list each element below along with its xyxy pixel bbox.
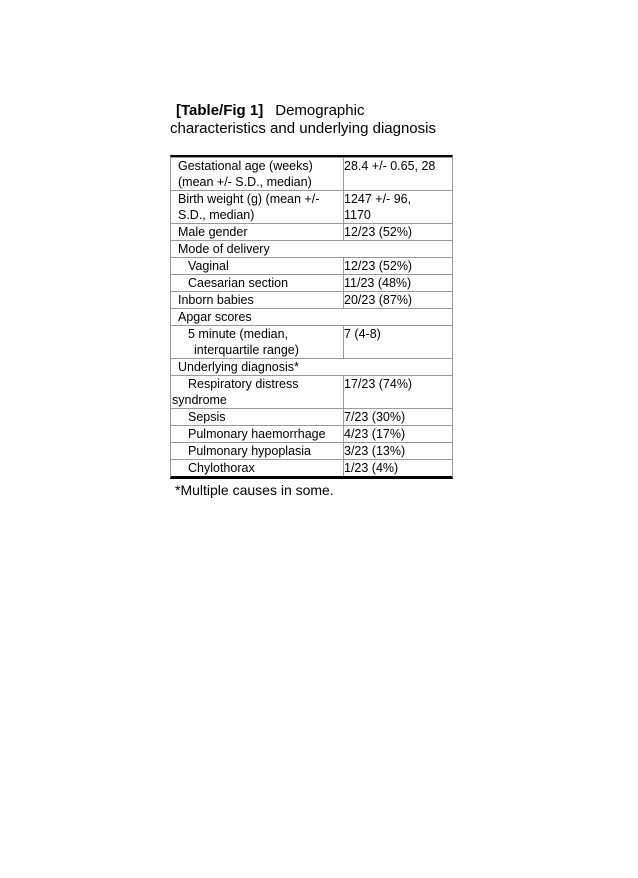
table-row: [171, 460, 452, 477]
label-line: Caesarian section: [188, 276, 289, 290]
label-line: Mode of delivery: [178, 242, 270, 256]
row-value-cell: [344, 409, 453, 426]
row-label-cell: [171, 275, 344, 292]
row-label-cell: [171, 426, 344, 443]
value-line: 17/23 (74%): [344, 377, 413, 391]
section-header-cell: [171, 359, 452, 376]
label-line: Underlying diagnosis*: [178, 360, 299, 374]
value-line: 7 (4-8): [344, 327, 381, 341]
table-row: [171, 326, 452, 359]
row-label-cell: [171, 460, 344, 477]
table-row: [171, 224, 452, 241]
label-line: Vaginal: [188, 259, 229, 273]
row-label-cell: [171, 292, 344, 309]
page-title: [170, 102, 470, 138]
label-line: interquartile range): [194, 343, 299, 357]
label-line: Pulmonary haemorrhage: [188, 427, 326, 441]
value-line: 7/23 (30%): [344, 410, 406, 424]
demographics-table-grid: [171, 157, 452, 476]
row-value-cell: [344, 158, 453, 191]
row-label-cell: [171, 158, 344, 191]
table-row: [171, 359, 452, 376]
table-row: [171, 309, 452, 326]
title-text-line2: characteristics and underlying diagnosis: [170, 120, 436, 137]
row-label-cell: [171, 376, 344, 409]
figure-tag: [Table/Fig 1]: [176, 102, 264, 119]
value-line: 11/23 (48%): [344, 276, 412, 290]
row-value-cell: [344, 191, 453, 224]
title-text-line1: Demographic: [275, 102, 365, 119]
table-row: [171, 443, 452, 460]
row-value-cell: [344, 460, 453, 477]
label-line: Respiratory distress: [188, 377, 299, 391]
value-line: 28.4 +/- 0.65, 28: [344, 159, 436, 173]
title-line-1: [170, 102, 470, 120]
value-line: 12/23 (52%): [344, 259, 413, 273]
table-row: [171, 426, 452, 443]
row-value-cell: [344, 292, 453, 309]
demographics-table-body: [171, 158, 452, 477]
row-label-cell: [171, 191, 344, 224]
row-label-cell: [171, 326, 344, 359]
value-line: 1247 +/- 96,: [344, 192, 412, 206]
row-value-cell: [344, 258, 453, 275]
label-line: Male gender: [178, 225, 248, 239]
label-line: Apgar scores: [178, 310, 252, 324]
row-value-cell: [344, 443, 453, 460]
section-header-cell: [171, 309, 452, 326]
table-row: [171, 409, 452, 426]
section-header-cell: [171, 241, 452, 258]
row-value-cell: [344, 326, 453, 359]
row-label-cell: [171, 258, 344, 275]
label-line: S.D., median): [178, 208, 255, 222]
table-footnote: *Multiple causes in some.: [175, 482, 334, 498]
row-value-cell: [344, 426, 453, 443]
row-label-cell: [171, 443, 344, 460]
table-row: [171, 158, 452, 191]
table-row: [171, 241, 452, 258]
value-line: 20/23 (87%): [344, 293, 413, 307]
row-value-cell: [344, 224, 453, 241]
table-row: [171, 292, 452, 309]
label-line: Birth weight (g) (mean +/-: [178, 192, 320, 206]
row-value-cell: [344, 275, 453, 292]
value-line: 4/23 (17%): [344, 427, 406, 441]
label-line: Chylothorax: [188, 461, 255, 475]
row-value-cell: [344, 376, 453, 409]
label-line: Sepsis: [188, 410, 226, 424]
label-line: Inborn babies: [178, 293, 254, 307]
value-line: 3/23 (13%): [344, 444, 406, 458]
value-line: 1170: [344, 208, 371, 222]
row-label-cell: [171, 224, 344, 241]
row-label-cell: [171, 409, 344, 426]
value-line: 1/23 (4%): [344, 461, 399, 475]
table-row: [171, 275, 452, 292]
label-line: syndrome: [172, 393, 227, 407]
demographics-table: [170, 155, 453, 479]
table-row: [171, 191, 452, 224]
label-line: 5 minute (median,: [188, 327, 289, 341]
label-line: (mean +/- S.D., median): [178, 175, 312, 189]
label-line: Pulmonary hypoplasia: [188, 444, 311, 458]
table-row: [171, 258, 452, 275]
label-line: Gestational age (weeks): [178, 159, 313, 173]
value-line: 12/23 (52%): [344, 225, 413, 239]
table-row: [171, 376, 452, 409]
